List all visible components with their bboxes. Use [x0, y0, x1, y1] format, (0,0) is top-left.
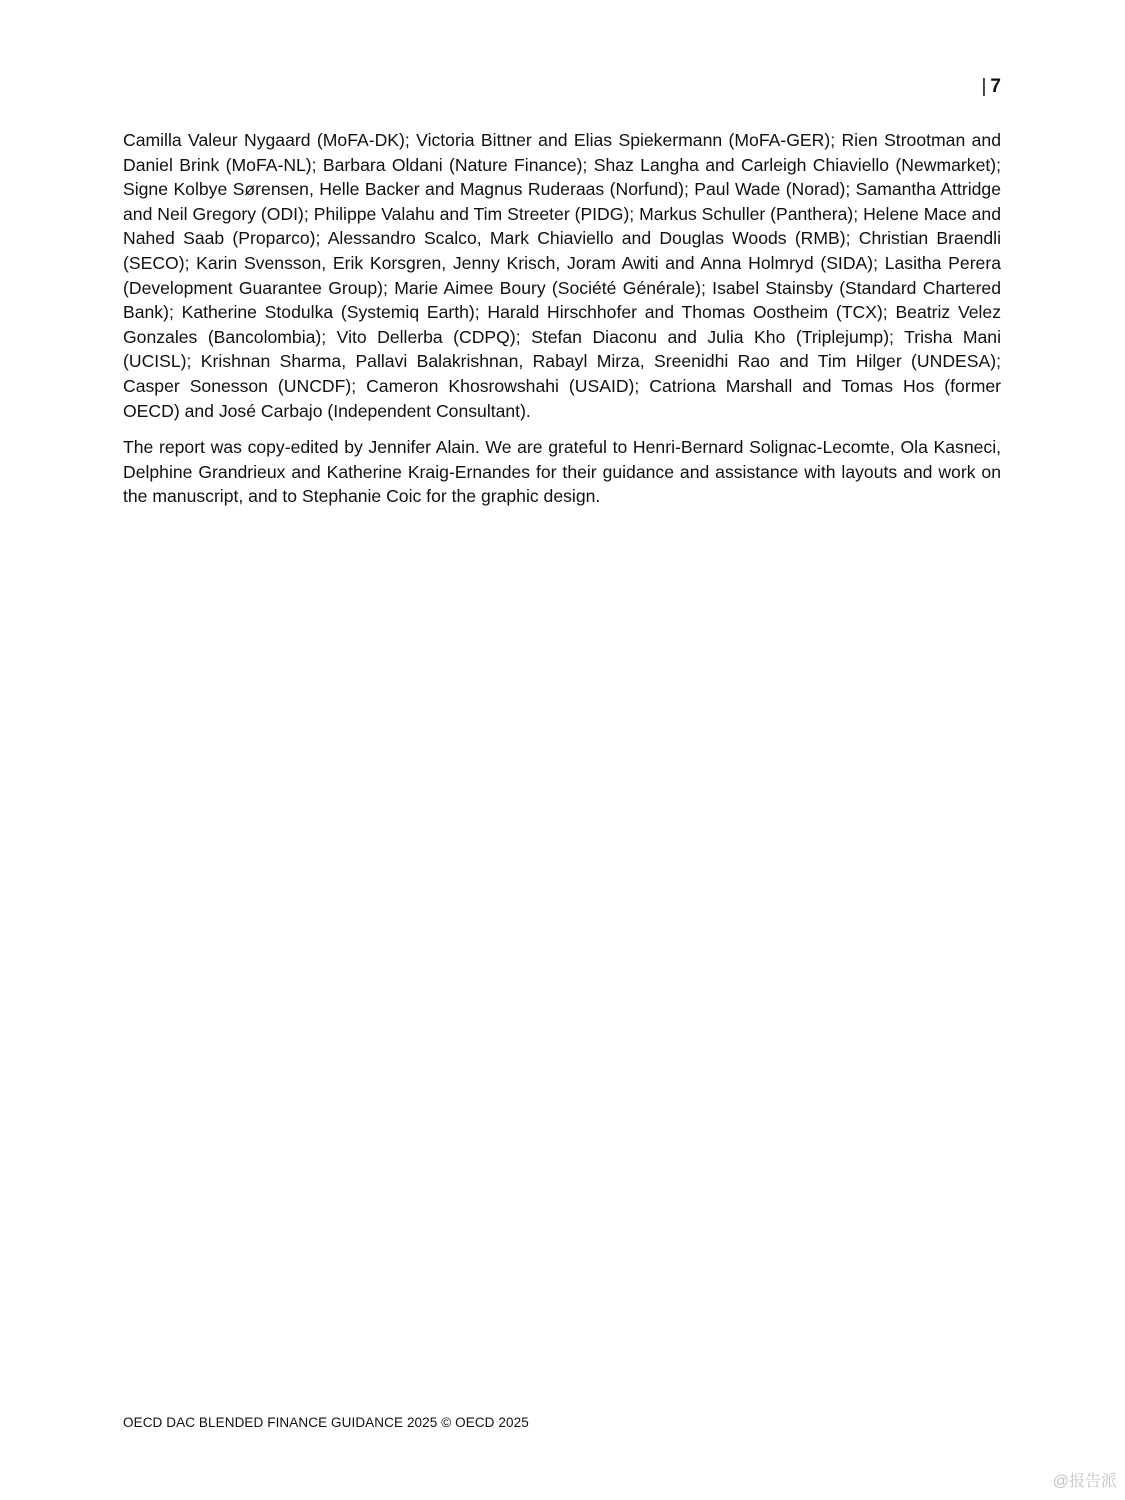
- watermark: @报告派: [1052, 1473, 1117, 1490]
- page-number: [981, 76, 1001, 98]
- copy-editing-paragraph: The report was copy-edited by Jennifer Alain. We are grateful to Henri-Bernard Solignac-Lecomte, Ola Kasneci, Delphine Grandrieux and Katherine Kraig-Ernandes for their guidance and assistance with layouts and work on the manuscript, and to Stephanie Coic for the graphic design.: [123, 437, 1001, 507]
- page-number-separator: |: [981, 76, 987, 97]
- page-number-value: 7: [990, 76, 1001, 97]
- page-footer: OECD DAC BLENDED FINANCE GUIDANCE 2025 © OECD 2025: [123, 1415, 529, 1430]
- document-body: [123, 128, 1001, 521]
- acknowledgements-paragraph: Camilla Valeur Nygaard (MoFA-DK); Victoria Bittner and Elias Spiekermann (MoFA-GER); Rien Strootman and Daniel Brink (MoFA-NL); Barbara Oldani (Nature Finance); Shaz Langha and Carleigh Chiaviello (Newmarket); Signe Kolbye Sørensen, Helle Backer and Magnus Ruderaas (Norfund); Paul Wade (Norad); Samantha Attridge and Neil Gregory (ODI); Philippe Valahu and Tim Streeter (PIDG); Markus Schuller (Panthera); Helene Mace and Nahed Saab (Proparco); Alessandro Scalco, Mark Chiaviello and Douglas Woods (RMB); Christian Braendli (SECO); Karin Svensson, Erik Korsgren, Jenny Krisch, Joram Awiti and Anna Holmryd (SIDA); Lasitha Perera (Development Guarantee Group); Marie Aimee Boury (Société Générale); Isabel Stainsby (Standard Chartered Bank); Katherine Stodulka (Systemiq Earth); Harald Hirschhofer and Thomas Oostheim (TCX); Beatriz Velez Gonzales (Bancolombia); Vito Dellerba (CDPQ); Stefan Diaconu and Julia Kho (Triplejump); Trisha Mani (UCISL); Krishnan Sharma, Pallavi Balakrishnan, Rabayl Mirza, Sreenidhi Rao and Tim Hilger (UNDESA); Casper Sonesson (UNCDF); Cameron Khosrowshahi (USAID); Catriona Marshall and Tomas Hos (former OECD) and José Carbajo (Independent Consultant).: [123, 130, 1001, 421]
